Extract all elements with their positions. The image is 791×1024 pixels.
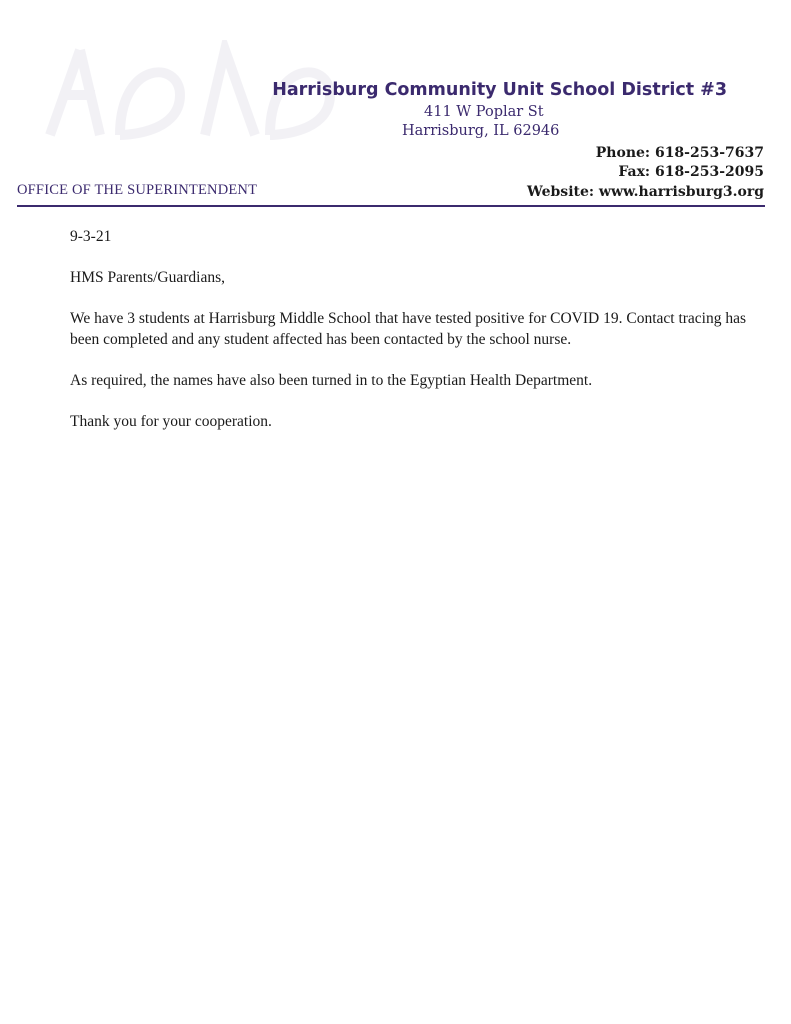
office-label: OFFICE OF THE SUPERINTENDENT [17,182,258,198]
letter-closing: Thank you for your cooperation. [70,413,272,430]
letterhead [0,0,791,210]
letter-salutation: HMS Parents/Guardians, [70,269,225,286]
letter-paragraph-covid-cases: We have 3 students at Harrisburg Middle School that have tested positive for COVID 19. Contact tracing has been completed and any student affected has been contacted by the school nurse. [70,310,747,348]
city-state-zip: Harrisburg, IL 62946 [402,123,560,139]
phone-number: Phone: 618-253-7637 [595,145,764,161]
header-divider [17,205,765,207]
street-address: 411 W Poplar St [424,104,544,120]
letter-body [70,226,750,452]
letter-date: 9-3-21 [70,228,112,245]
website-link[interactable]: Website: www.harrisburg3.org [527,184,764,200]
letter-paragraph-health-department: As required, the names have also been turned in to the Egyptian Health Department. [70,372,593,389]
district-name: Harrisburg Community Unit School District #3 [272,80,727,100]
fax-number: Fax: 618-253-2095 [618,164,764,180]
